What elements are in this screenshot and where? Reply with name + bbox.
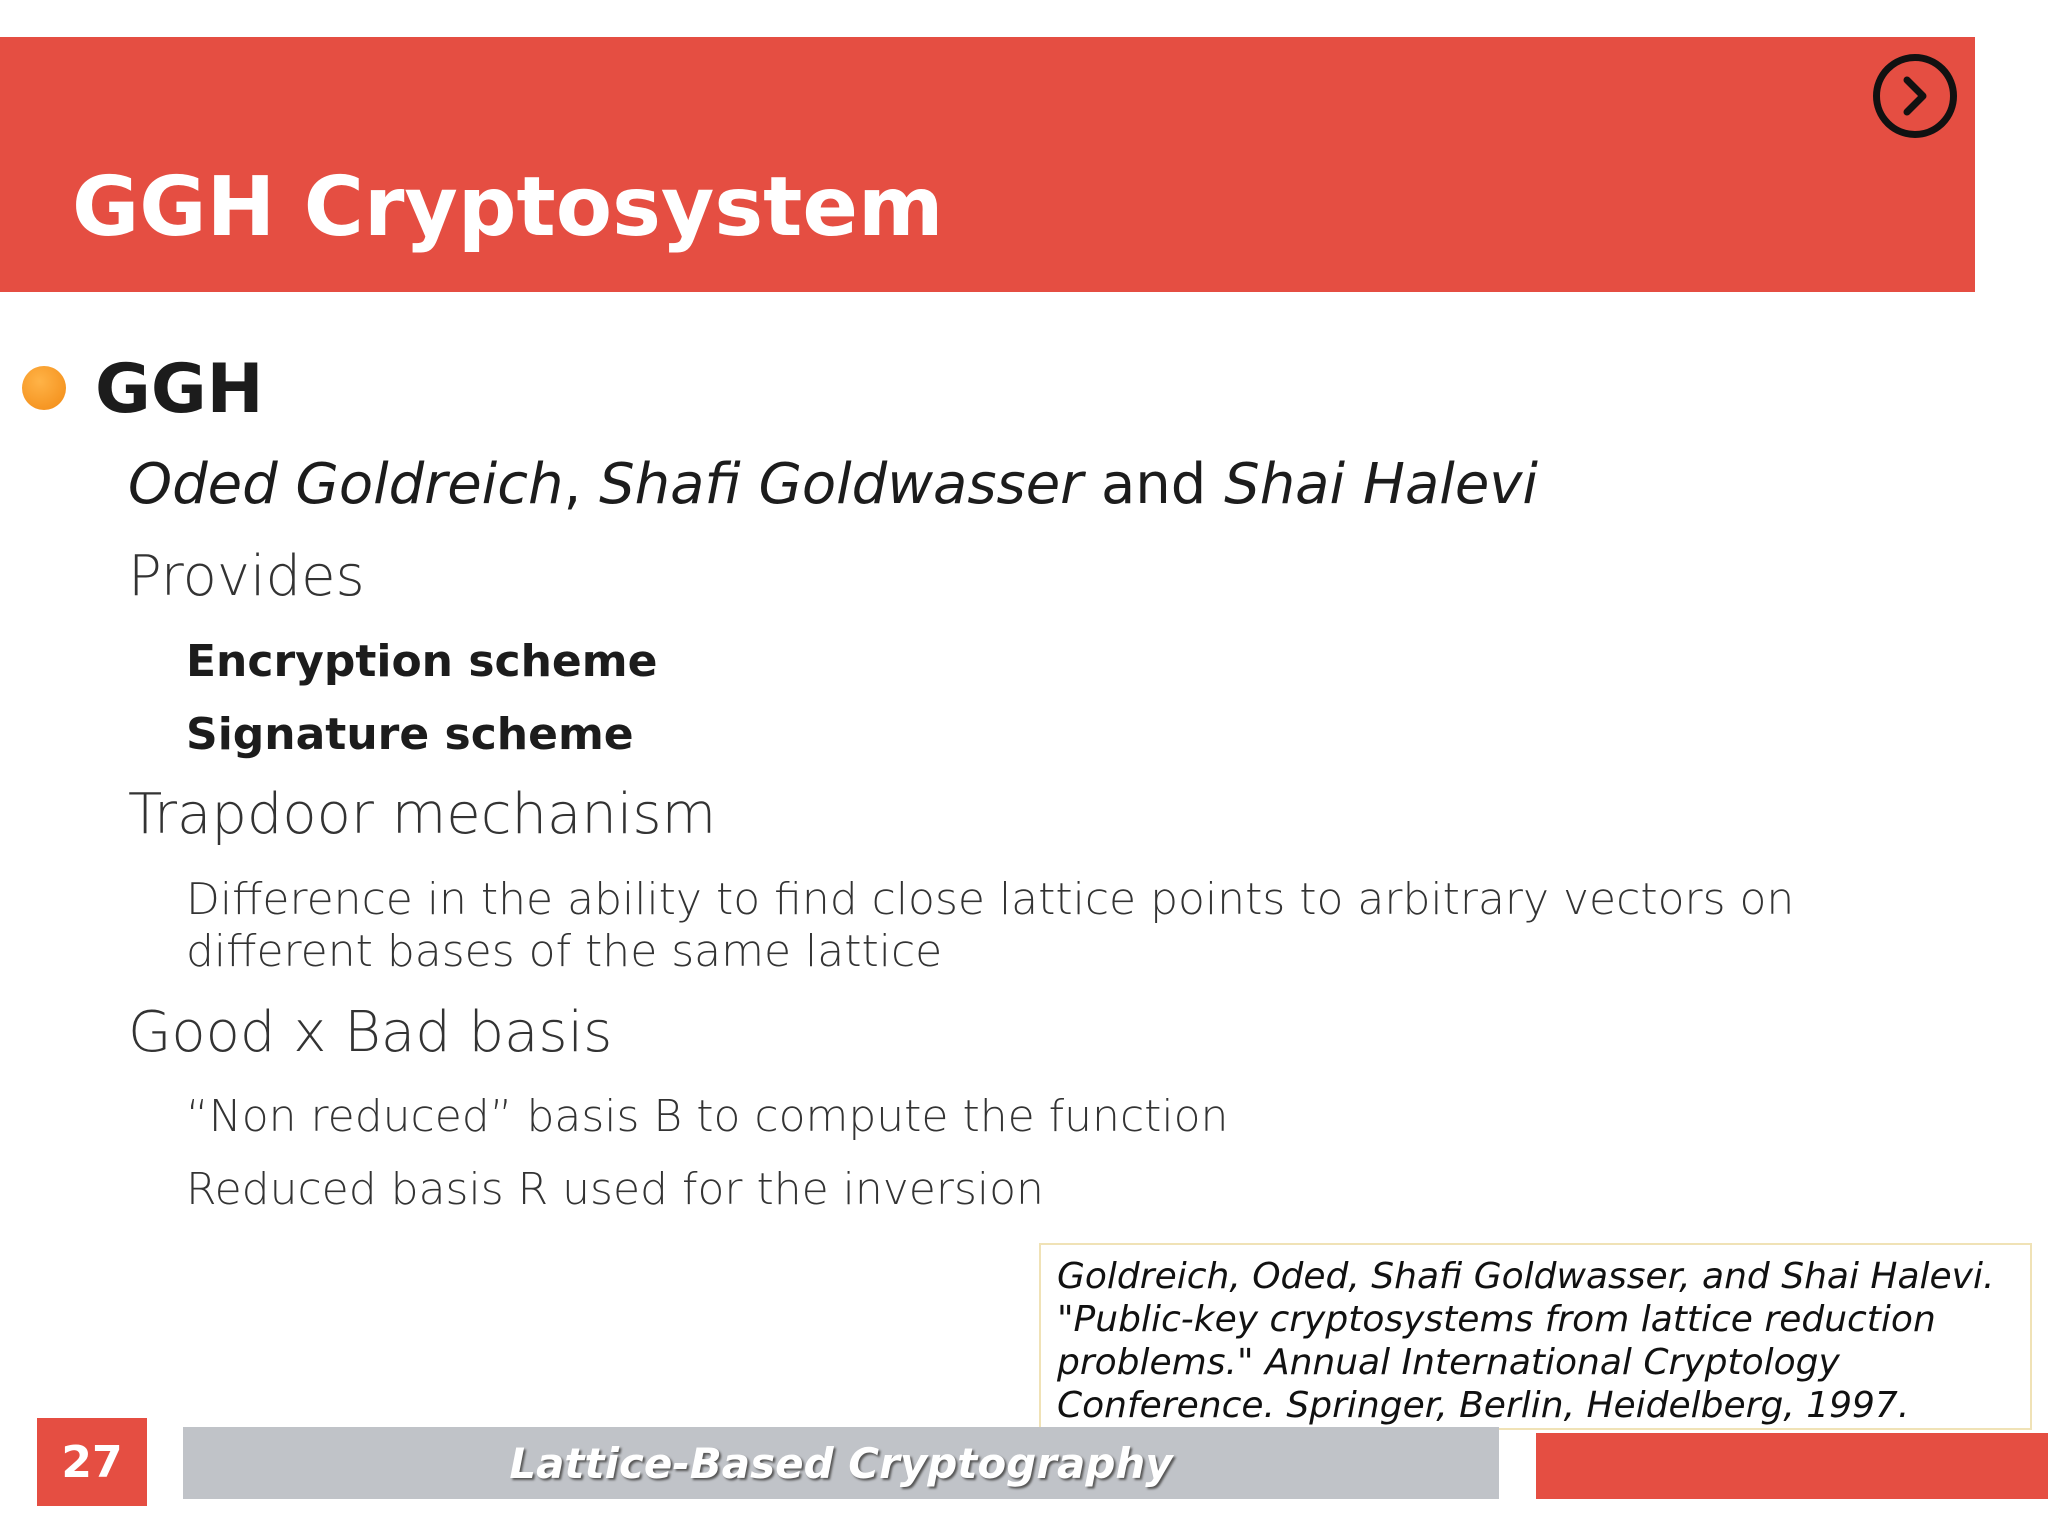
reduced-basis-item: Reduced basis R used for the inversion [186, 1164, 1044, 1215]
trapdoor-description-line-1: Difference in the ability to find close lattice points to arbitrary vectors on [186, 874, 1795, 925]
page-number: 27 [37, 1418, 147, 1506]
encryption-scheme-item: Encryption scheme [186, 636, 658, 687]
author-separator-2: and [1083, 452, 1225, 517]
orange-dot-icon [22, 366, 66, 410]
good-bad-basis-label: Good x Bad basis [128, 1000, 613, 1065]
trapdoor-description-line-2: different bases of the same lattice [186, 926, 943, 977]
non-reduced-basis-item: “Non reduced” basis B to compute the function [186, 1091, 1229, 1142]
authors-line [128, 452, 1538, 517]
author-2: Shafi Goldwasser [599, 452, 1084, 517]
author-separator-1: , [563, 452, 600, 517]
footer-accent-bar [1536, 1433, 2048, 1499]
citation-box: Goldreich, Oded, Shafi Goldwasser, and Shai Halevi. "Public-key cryptosystems from lattice reduction problems." Annual International Cryptology Conference. Springer, Berlin, Heidelberg, 1997. [1039, 1243, 2032, 1430]
chevron-right-icon [1895, 74, 1935, 118]
author-3: Shai Halevi [1224, 452, 1538, 517]
section-heading: GGH [95, 350, 264, 429]
provides-label: Provides [128, 544, 365, 609]
footer-title: Lattice-Based Cryptography [509, 1438, 1173, 1488]
author-1: Oded Goldreich [128, 452, 564, 517]
slide-title: GGH Cryptosystem [72, 160, 944, 255]
signature-scheme-item: Signature scheme [186, 709, 634, 760]
trapdoor-label: Trapdoor mechanism [128, 782, 717, 847]
next-slide-button[interactable] [1873, 54, 1957, 138]
